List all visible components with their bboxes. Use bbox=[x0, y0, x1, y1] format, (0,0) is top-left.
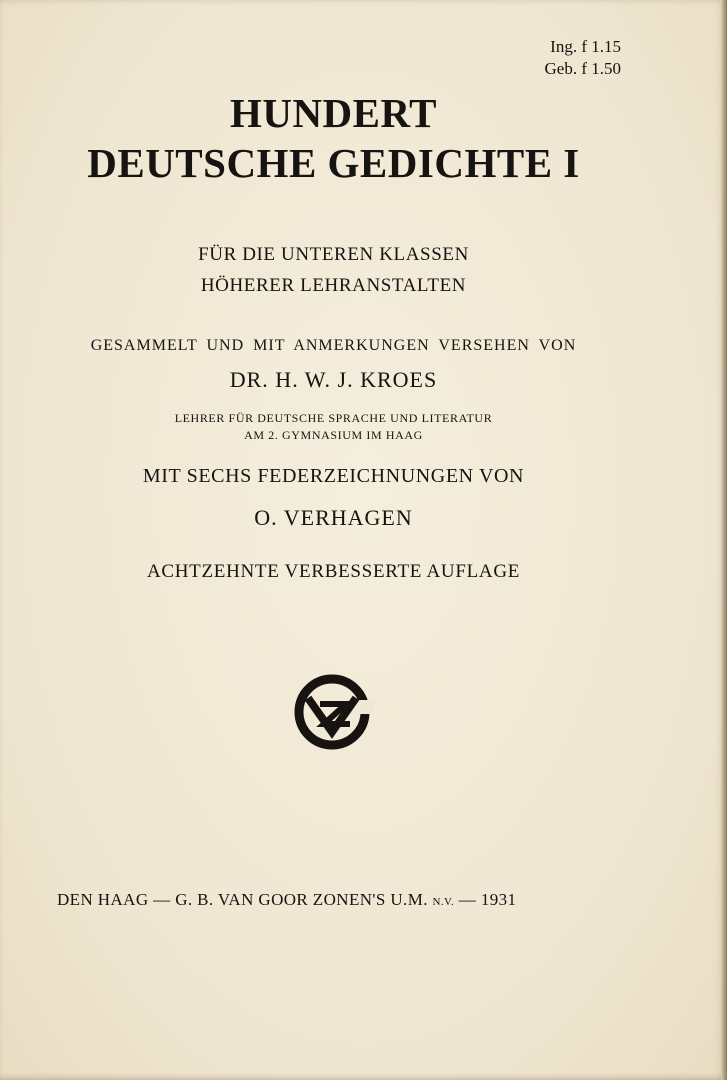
drawings-by-text: MIT SECHS FEDERZEICHNUNGEN VON bbox=[142, 465, 525, 487]
price-bound: Geb. f 1.50 bbox=[544, 59, 621, 78]
imprint-line bbox=[0, 890, 727, 910]
imprint-publisher: DEN HAAG — G. B. VAN GOOR ZONEN'S U.M. bbox=[57, 890, 428, 909]
page-edge-shadow bbox=[721, 0, 727, 1080]
title-line-2: DEUTSCHE GEDICHTE I bbox=[87, 140, 580, 186]
title-line-1: HUNDERT bbox=[229, 90, 438, 136]
illustrator-name: O. VERHAGEN bbox=[254, 505, 413, 530]
subtitle-line-2: HÖHERER LEHRANSTALTEN bbox=[200, 275, 467, 296]
price-paperback: Ing. f 1.15 bbox=[550, 37, 621, 56]
author-name: DR. H. W. J. KROES bbox=[229, 367, 438, 392]
collected-by-text: GESAMMELT UND MIT ANMERKUNGEN VERSEHEN VON bbox=[90, 337, 577, 354]
imprint-year: — 1931 bbox=[458, 890, 517, 909]
subtitle-line-1: FÜR DIE UNTEREN KLASSEN bbox=[198, 244, 469, 265]
publisher-logo-icon bbox=[290, 670, 374, 754]
edition-text: ACHTZEHNTE VERBESSERTE AUFLAGE bbox=[146, 561, 521, 582]
price-block bbox=[545, 36, 621, 80]
author-role-line-2: AM 2. GYMNASIUM IM HAAG bbox=[244, 428, 423, 442]
imprint-suffix: N.V. bbox=[432, 896, 455, 908]
author-role-line-1: LEHRER FÜR DEUTSCHE SPRACHE UND LITERATUR bbox=[174, 411, 493, 425]
